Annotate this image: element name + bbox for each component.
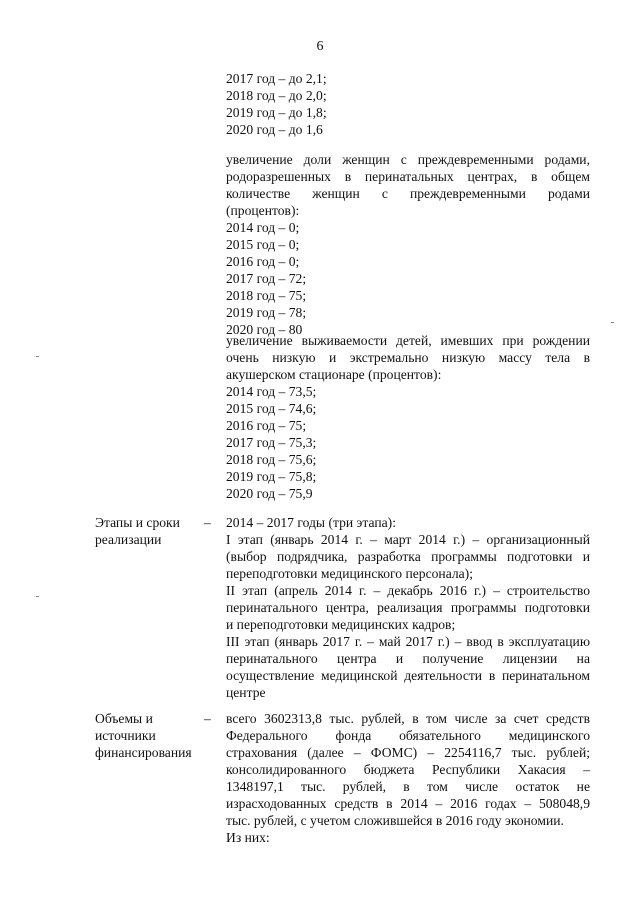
year-value: 2018 год – до 2,0;	[226, 88, 327, 103]
year-value: 2020 год – 80	[226, 322, 303, 337]
stages-label	[95, 514, 205, 548]
stages-line: III этап (январь 2017 г. – май 2017 г.) – ввод в эксплуатацию	[226, 634, 590, 649]
scan-speck	[611, 322, 614, 323]
preterm-births-indicator	[226, 151, 590, 338]
finance-line: Федерального фонда обязательного медицинского	[226, 728, 590, 743]
stages-line: центре	[226, 685, 266, 700]
finance-line: консолидированного бюджета Республики Хакасия –	[226, 762, 590, 777]
finance-line: Из них:	[226, 830, 270, 845]
year-value: 2019 год – 75,8;	[226, 469, 317, 484]
year-value: 2017 год – до 2,1;	[226, 71, 327, 86]
scan-speck	[36, 356, 39, 357]
year-value: 2019 год – 78;	[226, 305, 307, 320]
label-line: финансирования	[95, 745, 192, 760]
year-value: 2018 год – 75,6;	[226, 452, 317, 467]
stages-line: осуществление медицинской деятельности в перинатальном	[226, 668, 590, 683]
child-survival-indicator	[226, 332, 590, 502]
finance-line: всего 3602313,8 тыс. рублей, в том числе за счет средств	[226, 711, 590, 726]
indicator-text: (процентов):	[226, 203, 300, 218]
year-value: 2016 год – 0;	[226, 254, 300, 269]
finance-line: 1348197,1 тыс. рублей, в том числе остаток не	[226, 779, 590, 794]
indicator-text: очень низкую и экстремально низкую массу тела в	[226, 350, 590, 365]
page-number: 6	[316, 39, 324, 54]
year-value: 2014 год – 0;	[226, 220, 300, 235]
finance-line: страхования (далее – ФОМС) – 2254116,7 тыс. рублей;	[226, 745, 590, 760]
indicator-text: родоразрешенных в перинатальных центрах, в общем	[226, 169, 590, 184]
stages-line: перинатального центра и получение лицензии на	[226, 651, 590, 666]
finance-dash: –	[204, 711, 211, 726]
stages-line: и переподготовки медицинских кадров;	[226, 617, 456, 632]
year-value: 2020 год – до 1,6	[226, 122, 323, 137]
stages-line: II этап (апрель 2014 г. – декабрь 2016 г.) – строительство	[226, 583, 590, 598]
year-value: 2017 год – 72;	[226, 271, 307, 286]
label-line: Объемы и	[95, 711, 153, 726]
stages-line: (выбор подрядчика, разработка программы подготовки и	[226, 549, 590, 564]
year-value: 2018 год – 75;	[226, 288, 307, 303]
indicator-values-block	[226, 70, 590, 138]
indicator-text: акушерском стационаре (процентов):	[226, 367, 442, 382]
stages-line: перинатального центра, реализация программы подготовки	[226, 600, 590, 615]
stages-line: 2014 – 2017 годы (три этапа):	[226, 515, 396, 530]
finance-line: тыс. рублей, с учетом сложившейся в 2016 году экономии.	[226, 813, 564, 828]
year-value: 2014 год – 73,5;	[226, 384, 317, 399]
label-line: реализации	[95, 532, 162, 547]
year-value: 2020 год – 75,9	[226, 486, 313, 501]
stages-text	[226, 514, 590, 701]
finance-text	[226, 710, 590, 846]
finance-line: израсходованных средств в 2014 – 2016 годах – 508048,9	[226, 796, 590, 811]
indicator-text: увеличение выживаемости детей, имевших при рождении	[226, 333, 590, 348]
year-value: 2019 год – до 1,8;	[226, 105, 327, 120]
year-value: 2017 год – 75,3;	[226, 435, 317, 450]
finance-label	[95, 710, 205, 761]
year-value: 2015 год – 74,6;	[226, 401, 317, 416]
stages-dash: –	[204, 515, 211, 530]
stages-line: I этап (январь 2014 г. – март 2014 г.) – организационный	[226, 532, 590, 547]
label-line: источники	[95, 728, 156, 743]
indicator-text: количестве женщин с преждевременными родами	[226, 186, 590, 201]
scan-speck	[36, 596, 39, 597]
stages-line: переподготовки медицинского персонала);	[226, 566, 473, 581]
year-value: 2015 год – 0;	[226, 237, 300, 252]
year-value: 2016 год – 75;	[226, 418, 307, 433]
label-line: Этапы и сроки	[95, 515, 180, 530]
indicator-text: увеличение доли женщин с преждевременными родами,	[226, 152, 590, 167]
